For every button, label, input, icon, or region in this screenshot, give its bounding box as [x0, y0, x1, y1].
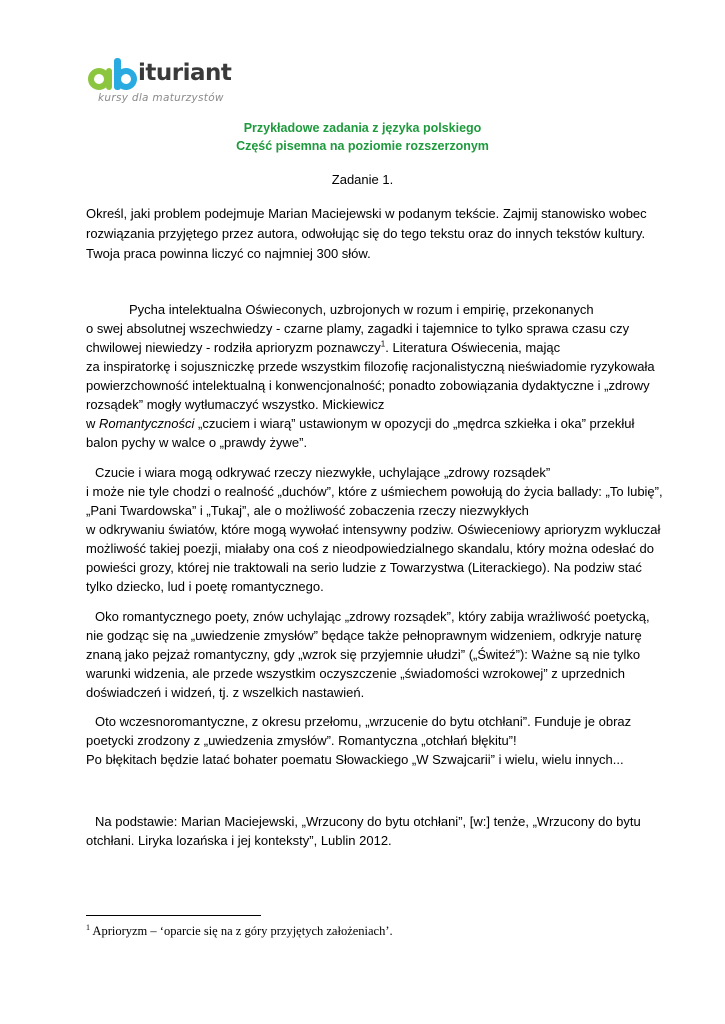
text-line: znaną jako pejzaż romantyczny, gdy „wzrok się przyjemnie ułudzi” („Świteź”): Ważne są nie tylko [86, 647, 641, 662]
text-line: warunki widzenia, ale przede wszystkim oczyszczenie „świadomości wzrokowej” z uprzednich [86, 666, 625, 681]
text-line: nie godząc się na „uwiedzenie zmysłów” będące także pełnoprawnym widzeniem, odkryje naturę [86, 628, 642, 643]
footnote-divider [86, 915, 261, 916]
work-title: Romantyczności [99, 416, 195, 431]
abiturient-logo [86, 52, 236, 116]
text-line: powieści grozy, której nie traktowali na serio ludzie z Towarzystwa (Literackiego). Na podziw stać [86, 560, 642, 575]
footnote-ref: 1 [380, 339, 386, 349]
text-line: rozsądek” mogły wytłumaczyć wszystko. Mickiewicz [86, 397, 385, 412]
text-line: Oto wczesnoromantyczne, z okresu przełomu, „wrzucenie do bytu otchłani”. Funduje je obraz [95, 714, 632, 729]
text-line: „Pani Twardowska” i „Tukaj”, ale o możliwość zobaczenia rzeczy niezwykłych [86, 503, 529, 518]
text-line: doświadczeń i widzeń, tj. z wszelkich nastawień. [86, 685, 365, 700]
text-line: za inspiratorkę i sojuszniczkę przede wszystkim filozofię racjonalistyczną nieświadomie ryzykowała [86, 359, 655, 374]
text-line: możliwość takiej poezji, miałaby ona coś z nieodpowiedzialnego skandalu, który można odesłać do [86, 541, 654, 556]
text-line: w Romantyczności „czuciem i wiarą” ustawionym w opozycji do „mędrca szkiełka i oka” przekłuł [86, 416, 635, 431]
page-subtitle: Część pisemna na poziomie rozszerzonym [236, 139, 489, 153]
text-line: poetycki zrodzony z „uwiedzenia zmysłów”. Romantyczna „otchłań błękitu”! [86, 733, 517, 748]
source-citation-line: Na podstawie: Marian Maciejewski, „Wrzucony do bytu otchłani”, [w:] tenże, „Wrzucony do bytu [95, 814, 641, 829]
task-instruction-line: Określ, jaki problem podejmuje Marian Maciejewski w podanym tekście. Zajmij stanowisko wobec [86, 206, 647, 221]
task-instruction-line: Twoja praca powinna liczyć co najmniej 300 słów. [86, 246, 371, 261]
text-line: o swej absolutnej wszechwiedzy - czarne plamy, zagadki i tajemnice to tylko sprawa czasu czy [86, 321, 630, 336]
text-line: tylko dziecko, lud i poetę romantycznego. [86, 579, 324, 594]
page-title: Przykładowe zadania z języka polskiego [243, 121, 482, 135]
task-instruction-line: rozwiązania przyjętego przez autora, odwołując się do tego tekstu oraz do innych tekstów kultury. [86, 226, 646, 241]
logo-ab-mark-icon [86, 58, 140, 92]
text-line: Po błękitach będzie latać bohater poematu Słowackiego „W Szwajcarii” i wielu, wielu innych... [86, 752, 624, 767]
text-line: Oko romantycznego poety, znów uchylając „zdrowy rozsądek”, który zabija wrażliwość poetycką, [95, 609, 650, 624]
text-line: balon pychy w walce o „prawdy żywe”. [86, 435, 308, 450]
footnote-text: Aprioryzm – ‘oparcie się na z góry przyjętych założeniach’. [90, 924, 393, 938]
text-line: i może nie tyle chodzi o realność „duchów”, które z uśmiechem powołują do życia ballady: „To lubię”, [86, 484, 663, 499]
task-label: Zadanie 1. [331, 172, 394, 187]
text-line: powierzchowność intelektualną i konwencjonalność; ponadto zobowiązania dydaktyczne i „zdrowy [86, 378, 650, 393]
text-line: chwilowej niewiedzy - rodziła aprioryzm poznawczy$^1$. Literatura Oświecenia, mając [86, 339, 561, 355]
text-line: Pycha intelektualna Oświeconych, uzbrojonych w rozum i empirię, przekonanych [129, 302, 594, 317]
footnote [86, 924, 393, 939]
footnote-mark: 1 [86, 922, 90, 932]
source-citation-line: otchłani. Liryka lozańska i jej konteksty”, Lublin 2012. [86, 833, 392, 848]
logo-wordmark: ituriant [138, 60, 232, 86]
text-line: Czucie i wiara mogą odkrywać rzeczy niezwykłe, uchylające „zdrowy rozsądek” [95, 465, 551, 480]
logo-tagline: kursy dla maturzystów [98, 92, 224, 104]
text-line: w odkrywaniu światów, które mogą wywołać intensywny podziw. Oświeceniowy aprioryzm wykluczał [86, 522, 661, 537]
